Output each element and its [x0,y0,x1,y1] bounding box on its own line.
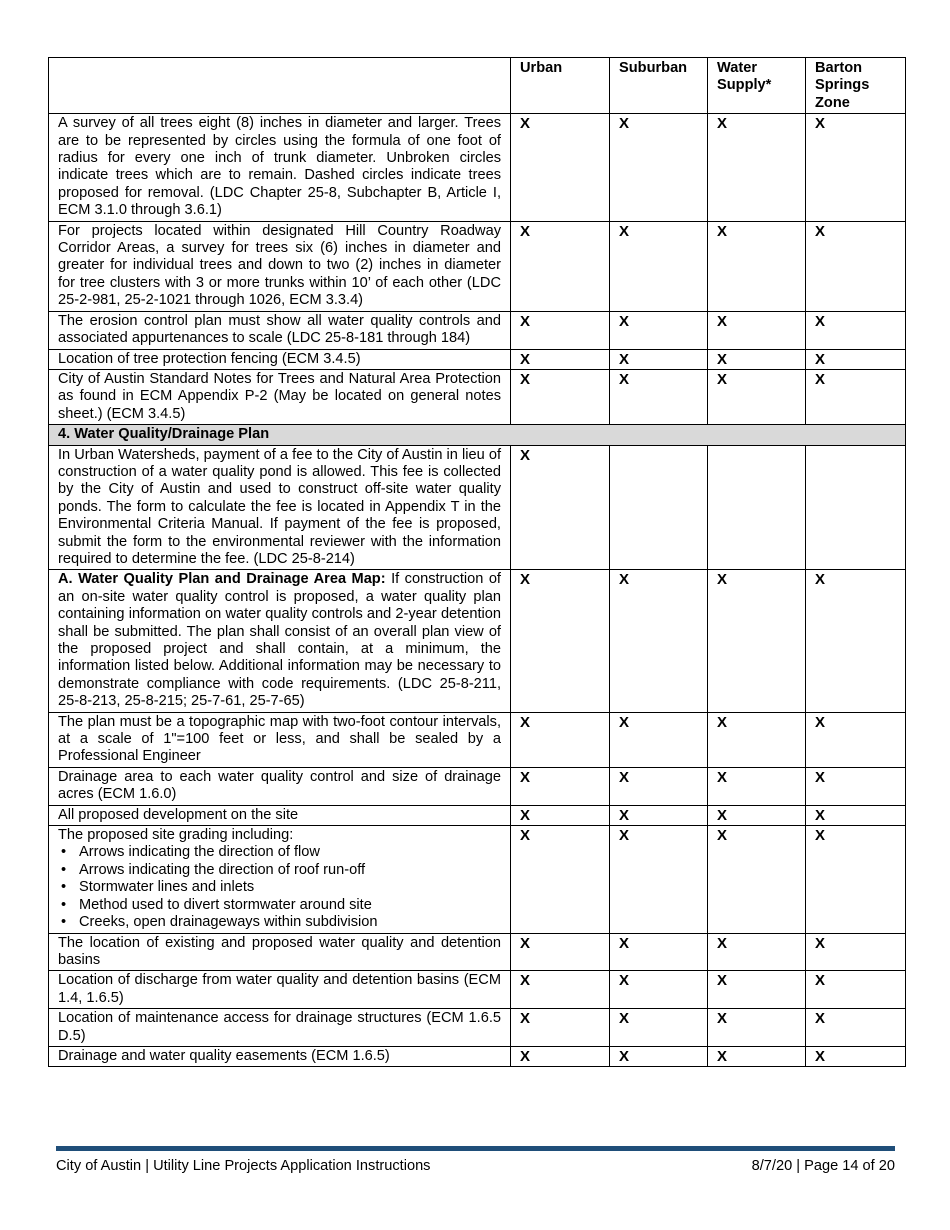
requirement-text: Drainage and water quality easements (ECM 1.6.5) [58,1047,390,1064]
barton-springs-mark: X [806,221,906,311]
table-row [49,1046,906,1066]
header-urban: Urban [511,58,610,114]
requirement-cell [49,311,511,349]
water-supply-mark: X [708,767,806,805]
header-barton-springs: Barton Springs Zone [806,58,906,114]
requirement-cell [49,349,511,369]
requirement-cell [49,445,511,570]
requirement-text: If construction of an on-site water quality control is proposed, a water quality plan containing information on water quality controls and 2-year detention shall be submitted. The plan shall consist of an overall plan view of the proposed project and shall contain, at a minimum, the information listed below. Additional information may be necessary to demonstrate compliance with code requirements. (LDC 25-8-211, 25-8-213, 25-8-215; 25-7-61, 25-7-65) [58,571,501,710]
suburban-mark: X [610,221,708,311]
barton-springs-mark: X [806,114,906,221]
footer-rule [56,1146,895,1151]
requirement-text: All proposed development on the site [58,806,299,823]
requirement-text: City of Austin Standard Notes for Trees and Natural Area Protection as found in ECM Appendix P-2 (May be located on general notes sheet.) (ECM 3.4.5) [58,370,501,422]
urban-mark: X [511,311,610,349]
requirement-cell [49,933,511,971]
bullet-item: • Arrows indicating the direction of flow [79,844,501,861]
table-row [49,445,906,570]
requirement-text: For projects located within designated Hill Country Roadway Corridor Areas, a survey for trees six (6) inches in diameter and greater for individual trees and down to two (2) inches in diameter for tree clusters with 3 or more trunks within 10’ of each other (LDC 25-2-981, 25-2-1021 through 1026, ECM 3.3.4) [58,222,501,309]
water-supply-mark [708,445,806,570]
water-supply-mark: X [708,570,806,712]
urban-mark: X [511,805,610,825]
barton-springs-mark: X [806,767,906,805]
requirements-table [48,57,906,1067]
barton-springs-mark: X [806,349,906,369]
barton-springs-mark: X [806,805,906,825]
suburban-mark [610,445,708,570]
suburban-mark: X [610,767,708,805]
water-supply-mark: X [708,114,806,221]
requirement-cell [49,971,511,1009]
requirement-cell [49,570,511,712]
table-row [49,712,906,767]
water-supply-mark: X [708,311,806,349]
urban-mark: X [511,971,610,1009]
suburban-mark: X [610,311,708,349]
barton-springs-mark: X [806,826,906,933]
bullet-item: • Method used to divert stormwater around site [79,897,501,914]
urban-mark: X [511,826,610,933]
requirement-text: Location of maintenance access for drainage structures (ECM 1.6.5 D.5) [58,1010,501,1044]
suburban-mark: X [610,933,708,971]
table-header-row [49,58,906,114]
header-water-supply: Water Supply* [708,58,806,114]
water-supply-mark: X [708,712,806,767]
urban-mark: X [511,570,610,712]
table-row [49,933,906,971]
requirement-text: Drainage area to each water quality control and size of drainage acres (ECM 1.6.0) [58,768,501,803]
urban-mark: X [511,221,610,311]
requirement-cell [49,114,511,221]
barton-springs-mark: X [806,1046,906,1066]
water-supply-mark: X [708,1009,806,1047]
section-title: 4. Water Quality/Drainage Plan [49,425,906,445]
barton-springs-mark: X [806,311,906,349]
suburban-mark: X [610,1009,708,1047]
suburban-mark: X [610,971,708,1009]
table-row [49,826,906,933]
urban-mark: X [511,114,610,221]
suburban-mark: X [610,826,708,933]
requirement-text: Location of discharge from water quality and detention basins (ECM 1.4, 1.6.5) [58,972,501,1006]
urban-mark: X [511,369,610,424]
barton-springs-mark: X [806,570,906,712]
barton-springs-mark [806,445,906,570]
requirement-text: The proposed site grading including: [58,827,294,844]
suburban-mark: X [610,805,708,825]
urban-mark: X [511,767,610,805]
urban-mark: X [511,1046,610,1066]
urban-mark: X [511,349,610,369]
suburban-mark: X [610,369,708,424]
requirement-cell [49,767,511,805]
table-row [49,311,906,349]
table-row [49,805,906,825]
header-description [49,58,511,114]
bullet-list [58,844,501,931]
urban-mark: X [511,1009,610,1047]
barton-springs-mark: X [806,933,906,971]
water-supply-mark: X [708,369,806,424]
water-supply-mark: X [708,826,806,933]
barton-springs-mark: X [806,971,906,1009]
water-supply-mark: X [708,1046,806,1066]
requirement-cell [49,1009,511,1047]
requirement-text: In Urban Watersheds, payment of a fee to the City of Austin in lieu of construction of a water quality pond is allowed. This fee is collected by the City of Austin and used to construct off-site water quality ponds. The form to calculate the fee is located in Appendix T in the Environmental Criteria Manual. If payment of the fee is proposed, submit the form to the environmental reviewer with the information required to determine the fee. (LDC 25-8-214) [58,446,501,567]
suburban-mark: X [610,349,708,369]
table-row [49,570,906,712]
requirement-cell [49,1046,511,1066]
table-row [49,114,906,221]
bullet-item: • Stormwater lines and inlets [79,879,501,896]
water-supply-mark: X [708,971,806,1009]
water-supply-mark: X [708,221,806,311]
urban-mark: X [511,445,610,570]
suburban-mark: X [610,712,708,767]
table-row [49,767,906,805]
table-row [49,349,906,369]
table-row [49,221,906,311]
water-supply-mark: X [708,805,806,825]
urban-mark: X [511,933,610,971]
bullet-item: • Arrows indicating the direction of roof run-off [79,862,501,879]
bullet-item: • Creeks, open drainageways within subdivision [79,914,501,931]
header-suburban: Suburban [610,58,708,114]
suburban-mark: X [610,570,708,712]
suburban-mark: X [610,1046,708,1066]
requirement-cell [49,221,511,311]
requirement-lead: A. Water Quality Plan and Drainage Area Map: [58,571,386,588]
footer-document-title: City of Austin | Utility Line Projects Application Instructions [56,1158,431,1174]
requirement-text: The erosion control plan must show all water quality controls and associated appurtenances to scale (LDC 25-8-181 through 184) [58,312,501,347]
water-supply-mark: X [708,349,806,369]
footer-page-number: 8/7/20 | Page 14 of 20 [751,1158,895,1174]
requirement-cell [49,805,511,825]
requirement-text: Location of tree protection fencing (ECM 3.4.5) [58,350,361,367]
barton-springs-mark: X [806,369,906,424]
requirement-cell [49,712,511,767]
requirement-text: A survey of all trees eight (8) inches in diameter and larger. Trees are to be represented by circles using the formula of one foot of radius for every one inch of trunk diameter. Unbroken circles indicate trees which are to remain. Dashed circles indicate trees proposed for removal. (LDC Chapter 25-8, Subchapter B, Article I, ECM 3.1.0 through 3.6.1) [58,115,501,219]
requirement-cell [49,369,511,424]
requirement-cell [49,826,511,933]
table-row [49,1009,906,1047]
suburban-mark: X [610,114,708,221]
table-row [49,971,906,1009]
table-row [49,369,906,424]
barton-springs-mark: X [806,712,906,767]
water-supply-mark: X [708,933,806,971]
urban-mark: X [511,712,610,767]
requirement-text: The plan must be a topographic map with two-foot contour intervals, at a scale of 1"=100 feet or less, and shall be sealed by a Professional Engineer [58,713,501,765]
requirement-text: The location of existing and proposed water quality and detention basins [58,934,501,968]
barton-springs-mark: X [806,1009,906,1047]
section-header-row [49,425,906,445]
